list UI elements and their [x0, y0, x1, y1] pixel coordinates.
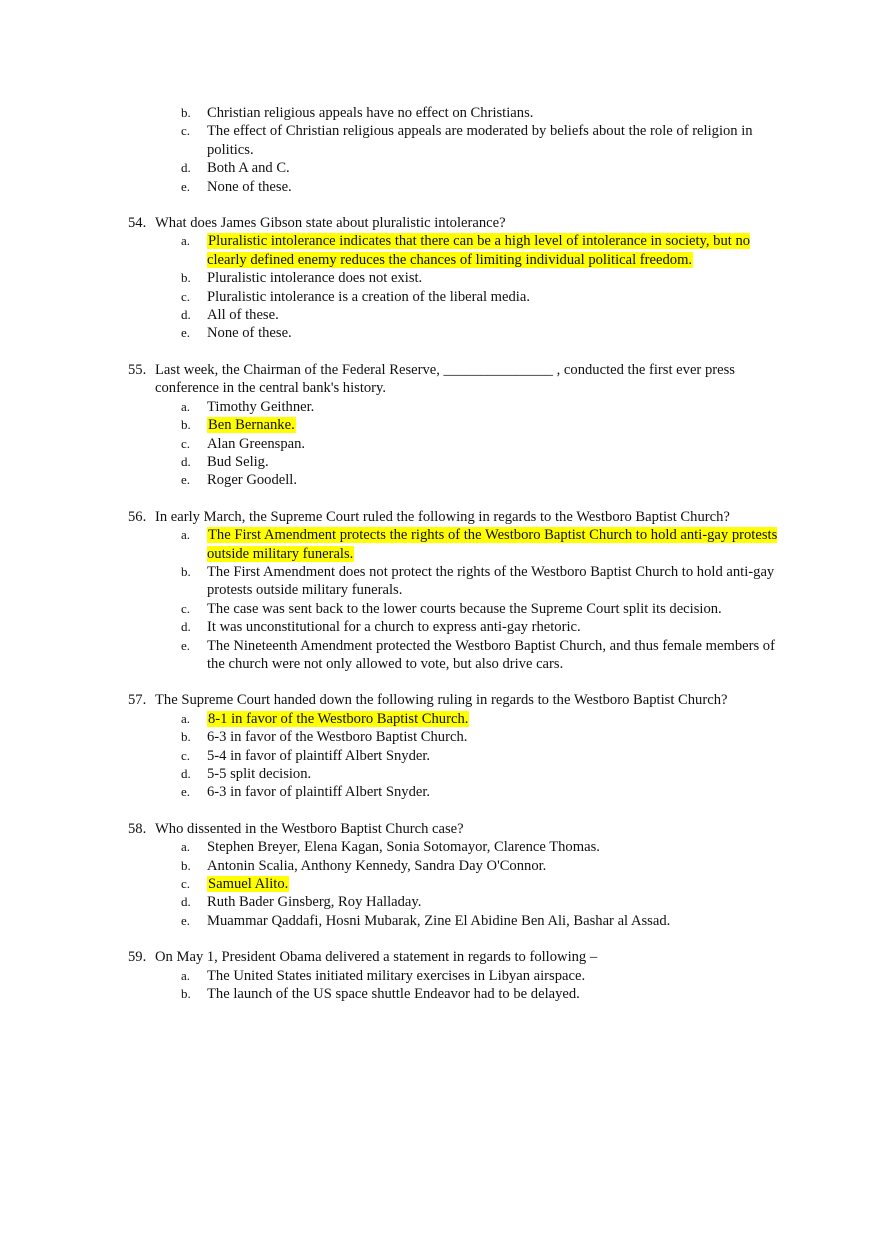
- question-text: What does James Gibson state about pluralistic intolerance?: [155, 215, 506, 232]
- question-text: On May 1, President Obama delivered a statement in regards to following –: [155, 949, 598, 966]
- option-label: b.: [181, 986, 191, 1002]
- option-text: The case was sent back to the lower courts because the Supreme Court split its decision.: [207, 600, 722, 617]
- option-label: d.: [181, 619, 191, 635]
- option-label: d.: [181, 894, 191, 910]
- answer-option: [0, 306, 880, 324]
- question-stem: [0, 214, 880, 232]
- option-label: b.: [181, 417, 191, 433]
- option-text: Timothy Geithner.: [207, 398, 315, 415]
- answer-option: [0, 269, 880, 287]
- answer-option: [0, 104, 880, 122]
- option-label: c.: [181, 123, 191, 139]
- question-number: 54.: [128, 215, 147, 232]
- question-stem: [0, 508, 880, 526]
- answer-option: [0, 967, 880, 985]
- option-text: Antonin Scalia, Anthony Kennedy, Sandra Day O'Connor.: [207, 857, 547, 874]
- question-text: The Supreme Court handed down the following ruling in regards to the Westboro Baptist Church?: [155, 692, 728, 709]
- option-text: 6-3 in favor of the Westboro Baptist Church.: [207, 729, 468, 746]
- option-text: None of these.: [207, 178, 292, 195]
- questions-list: [0, 214, 880, 1003]
- option-text: 6-3 in favor of plaintiff Albert Snyder.: [207, 784, 431, 801]
- option-text: 5-4 in favor of plaintiff Albert Snyder.: [207, 747, 431, 764]
- option-label: e.: [181, 637, 191, 653]
- continuation-block: [0, 104, 880, 196]
- option-label: b.: [181, 857, 191, 873]
- question-block: [0, 948, 880, 1003]
- option-label: a.: [181, 710, 191, 726]
- answer-option: [0, 563, 880, 600]
- answer-option: [0, 526, 880, 563]
- question-number: 55.: [128, 361, 147, 378]
- option-text: Both A and C.: [207, 160, 290, 177]
- option-text: All of these.: [207, 307, 279, 324]
- highlighted-answer-text: The First Amendment protects the rights of the Westboro Baptist Church to hold anti-gay protests outside military funerals.: [207, 527, 778, 562]
- option-text: Alan Greenspan.: [207, 435, 306, 452]
- answer-option: [0, 912, 880, 930]
- answer-option: [0, 122, 880, 159]
- question-number: 58.: [128, 820, 147, 837]
- question-block: [0, 361, 880, 490]
- answer-option: [0, 710, 880, 728]
- answer-option: [0, 728, 880, 746]
- option-label: c.: [181, 288, 191, 304]
- option-label: d.: [181, 307, 191, 323]
- answer-option: [0, 453, 880, 471]
- option-text: 5-5 split decision.: [207, 766, 312, 782]
- option-text: None of these.: [207, 325, 292, 342]
- question-block: [0, 214, 880, 343]
- option-text: Pluralistic intolerance is a creation of the liberal media.: [207, 288, 530, 305]
- option-text: The Nineteenth Amendment protected the Westboro Baptist Church, and thus female members of the church were not only allowed to vote, but also drive cars.: [207, 637, 775, 672]
- option-text: Pluralistic intolerance does not exist.: [207, 270, 423, 287]
- question-stem: [0, 691, 880, 709]
- question-number: 57.: [128, 692, 147, 709]
- option-text: Bud Selig.: [207, 453, 269, 470]
- option-label: a.: [181, 527, 191, 543]
- answer-option: [0, 857, 880, 875]
- option-label: e.: [181, 912, 191, 928]
- answer-option: [0, 637, 880, 674]
- option-text: The First Amendment does not protect the rights of the Westboro Baptist Church to hold anti-gay protests outside military funerals.: [207, 563, 775, 599]
- answer-option: [0, 618, 880, 636]
- answer-option: [0, 324, 880, 342]
- question-block: [0, 820, 880, 930]
- option-label: c.: [181, 435, 191, 451]
- option-text: Muammar Qaddafi, Hosni Mubarak, Zine El Abidine Ben Ali, Bashar al Assad.: [207, 912, 671, 929]
- option-text: Ruth Bader Ginsberg, Roy Halladay.: [207, 894, 422, 911]
- option-label: c.: [181, 747, 191, 763]
- option-label: e.: [181, 325, 191, 341]
- option-text: Stephen Breyer, Elena Kagan, Sonia Sotomayor, Clarence Thomas.: [207, 839, 600, 856]
- option-label: c.: [181, 876, 191, 892]
- option-label: a.: [181, 233, 191, 249]
- highlighted-answer-text: Ben Bernanke.: [208, 417, 295, 434]
- answer-option: [0, 985, 880, 1003]
- answer-option: [0, 600, 880, 618]
- answer-option: [0, 178, 880, 196]
- question-number: 59.: [128, 949, 147, 966]
- answer-option: [0, 159, 880, 177]
- option-label: e.: [181, 784, 191, 800]
- option-text: It was unconstitutional for a church to express anti-gay rhetoric.: [207, 619, 581, 636]
- answer-option: [0, 893, 880, 911]
- option-label: b.: [181, 105, 191, 120]
- answer-option: [0, 288, 880, 306]
- highlighted-answer-text: 8-1 in favor of the Westboro Baptist Church.: [208, 710, 469, 727]
- question-stem: [0, 820, 880, 838]
- document-content: [0, 104, 880, 1021]
- option-label: b.: [181, 270, 191, 286]
- option-text: Christian religious appeals have no effect on Christians.: [207, 105, 534, 121]
- question-stem: [0, 361, 880, 398]
- option-label: d.: [181, 160, 191, 176]
- option-label: d.: [181, 453, 191, 469]
- option-label: a.: [181, 839, 191, 855]
- highlighted-answer-text: Pluralistic intolerance indicates that there can be a high level of intolerance in society, but no clearly defined enemy reduces the chances of limiting individual political freedom.: [207, 233, 751, 268]
- question-stem: [0, 948, 880, 966]
- answer-option: [0, 416, 880, 434]
- answer-option: [0, 747, 880, 765]
- question-number: 56.: [128, 508, 147, 525]
- question-block: [0, 691, 880, 801]
- option-label: e.: [181, 472, 191, 488]
- answer-option: [0, 838, 880, 856]
- answer-option: [0, 471, 880, 489]
- option-label: e.: [181, 178, 191, 194]
- question-block: [0, 508, 880, 674]
- option-label: d.: [181, 766, 191, 781]
- answer-option: [0, 783, 880, 801]
- answer-option: [0, 232, 880, 269]
- option-text: The United States initiated military exercises in Libyan airspace.: [207, 967, 586, 984]
- option-label: b.: [181, 729, 191, 745]
- option-text: Roger Goodell.: [207, 472, 297, 489]
- option-text: The effect of Christian religious appeals are moderated by beliefs about the role of religion in politics.: [207, 123, 753, 158]
- answer-option: [0, 875, 880, 893]
- option-label: c.: [181, 600, 191, 616]
- highlighted-answer-text: Samuel Alito.: [208, 876, 289, 893]
- question-text: Who dissented in the Westboro Baptist Church case?: [155, 820, 464, 837]
- option-label: a.: [181, 398, 191, 414]
- answer-option: [0, 398, 880, 416]
- answer-option: [0, 435, 880, 453]
- answer-option: [0, 765, 880, 783]
- question-text: Last week, the Chairman of the Federal Reserve, _______________ , conducted the first ever press conference in the central bank's history.: [155, 361, 735, 397]
- option-text: The launch of the US space shuttle Endeavor had to be delayed.: [207, 986, 580, 1003]
- option-label: b.: [181, 563, 191, 579]
- question-text: In early March, the Supreme Court ruled the following in regards to the Westboro Baptist Church?: [155, 508, 730, 525]
- option-label: a.: [181, 967, 191, 983]
